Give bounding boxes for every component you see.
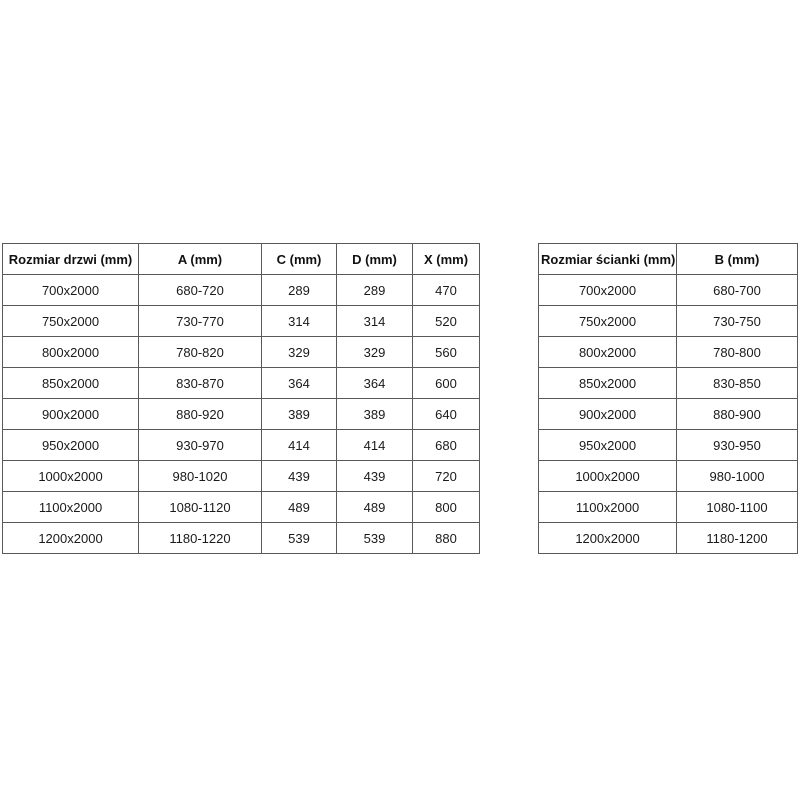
table-cell: 389: [262, 399, 337, 430]
table-cell: 980-1000: [677, 461, 798, 492]
table-cell: 830-870: [139, 368, 262, 399]
table-row: [539, 430, 798, 461]
table-row: [3, 430, 480, 461]
table-cell: 439: [337, 461, 413, 492]
table-cell: 930-950: [677, 430, 798, 461]
table-row: [539, 523, 798, 554]
table-cell: 1180-1200: [677, 523, 798, 554]
table-cell: 364: [262, 368, 337, 399]
table-cell: 880-900: [677, 399, 798, 430]
table-cell: 560: [413, 337, 480, 368]
table-cell: 1000x2000: [3, 461, 139, 492]
table-row: [3, 337, 480, 368]
table-cell: 680-700: [677, 275, 798, 306]
table-row: [539, 399, 798, 430]
table-cell: 489: [337, 492, 413, 523]
table-cell: 314: [262, 306, 337, 337]
table-row: [539, 275, 798, 306]
table-row: [3, 523, 480, 554]
table-row: [3, 306, 480, 337]
column-header: Rozmiar drzwi (mm): [3, 244, 139, 275]
table-row: [539, 306, 798, 337]
table-cell: 850x2000: [539, 368, 677, 399]
table-cell: 470: [413, 275, 480, 306]
table-cell: 730-770: [139, 306, 262, 337]
table-row: [3, 461, 480, 492]
table-cell: 364: [337, 368, 413, 399]
table-cell: 520: [413, 306, 480, 337]
table-row: [539, 337, 798, 368]
door-sizes-table: [2, 243, 480, 554]
table-cell: 314: [337, 306, 413, 337]
wall-panel-sizes-table: [538, 243, 798, 554]
table-cell: 730-750: [677, 306, 798, 337]
table-cell: 830-850: [677, 368, 798, 399]
table-cell: 539: [262, 523, 337, 554]
table-row: [539, 492, 798, 523]
table-cell: 1100x2000: [3, 492, 139, 523]
table-cell: 750x2000: [3, 306, 139, 337]
table-cell: 700x2000: [539, 275, 677, 306]
table-cell: 880: [413, 523, 480, 554]
table-cell: 880-920: [139, 399, 262, 430]
column-header: B (mm): [677, 244, 798, 275]
header-row: [3, 244, 480, 275]
table-cell: 329: [337, 337, 413, 368]
table-cell: 700x2000: [3, 275, 139, 306]
table-cell: 800: [413, 492, 480, 523]
table-cell: 640: [413, 399, 480, 430]
table-cell: 1080-1100: [677, 492, 798, 523]
table-cell: 800x2000: [3, 337, 139, 368]
table-row: [3, 399, 480, 430]
table-row: [3, 492, 480, 523]
header-row: [539, 244, 798, 275]
table-row: [539, 461, 798, 492]
table-cell: 289: [262, 275, 337, 306]
table-cell: 680: [413, 430, 480, 461]
table-cell: 1080-1120: [139, 492, 262, 523]
table-cell: 489: [262, 492, 337, 523]
table-cell: 289: [337, 275, 413, 306]
wall-panel-sizes-table-header: [539, 244, 798, 275]
table-row: [3, 275, 480, 306]
column-header: A (mm): [139, 244, 262, 275]
column-header: X (mm): [413, 244, 480, 275]
table-cell: 980-1020: [139, 461, 262, 492]
column-header: Rozmiar ścianki (mm): [539, 244, 677, 275]
door-sizes-table-header: [3, 244, 480, 275]
table-cell: 900x2000: [539, 399, 677, 430]
table-cell: 780-800: [677, 337, 798, 368]
table-cell: 800x2000: [539, 337, 677, 368]
table-cell: 680-720: [139, 275, 262, 306]
table-cell: 329: [262, 337, 337, 368]
table-cell: 720: [413, 461, 480, 492]
table-cell: 389: [337, 399, 413, 430]
wall-panel-sizes-table-body: [539, 275, 798, 554]
column-header: C (mm): [262, 244, 337, 275]
table-row: [3, 368, 480, 399]
table-cell: 750x2000: [539, 306, 677, 337]
table-cell: 1100x2000: [539, 492, 677, 523]
table-cell: 780-820: [139, 337, 262, 368]
table-cell: 1200x2000: [3, 523, 139, 554]
table-cell: 850x2000: [3, 368, 139, 399]
table-cell: 1180-1220: [139, 523, 262, 554]
table-cell: 1000x2000: [539, 461, 677, 492]
column-header: D (mm): [337, 244, 413, 275]
table-cell: 414: [262, 430, 337, 461]
table-cell: 950x2000: [3, 430, 139, 461]
table-cell: 1200x2000: [539, 523, 677, 554]
table-cell: 600: [413, 368, 480, 399]
door-sizes-table-body: [3, 275, 480, 554]
table-cell: 900x2000: [3, 399, 139, 430]
table-cell: 930-970: [139, 430, 262, 461]
table-cell: 414: [337, 430, 413, 461]
table-cell: 439: [262, 461, 337, 492]
table-cell: 539: [337, 523, 413, 554]
table-row: [539, 368, 798, 399]
table-cell: 950x2000: [539, 430, 677, 461]
